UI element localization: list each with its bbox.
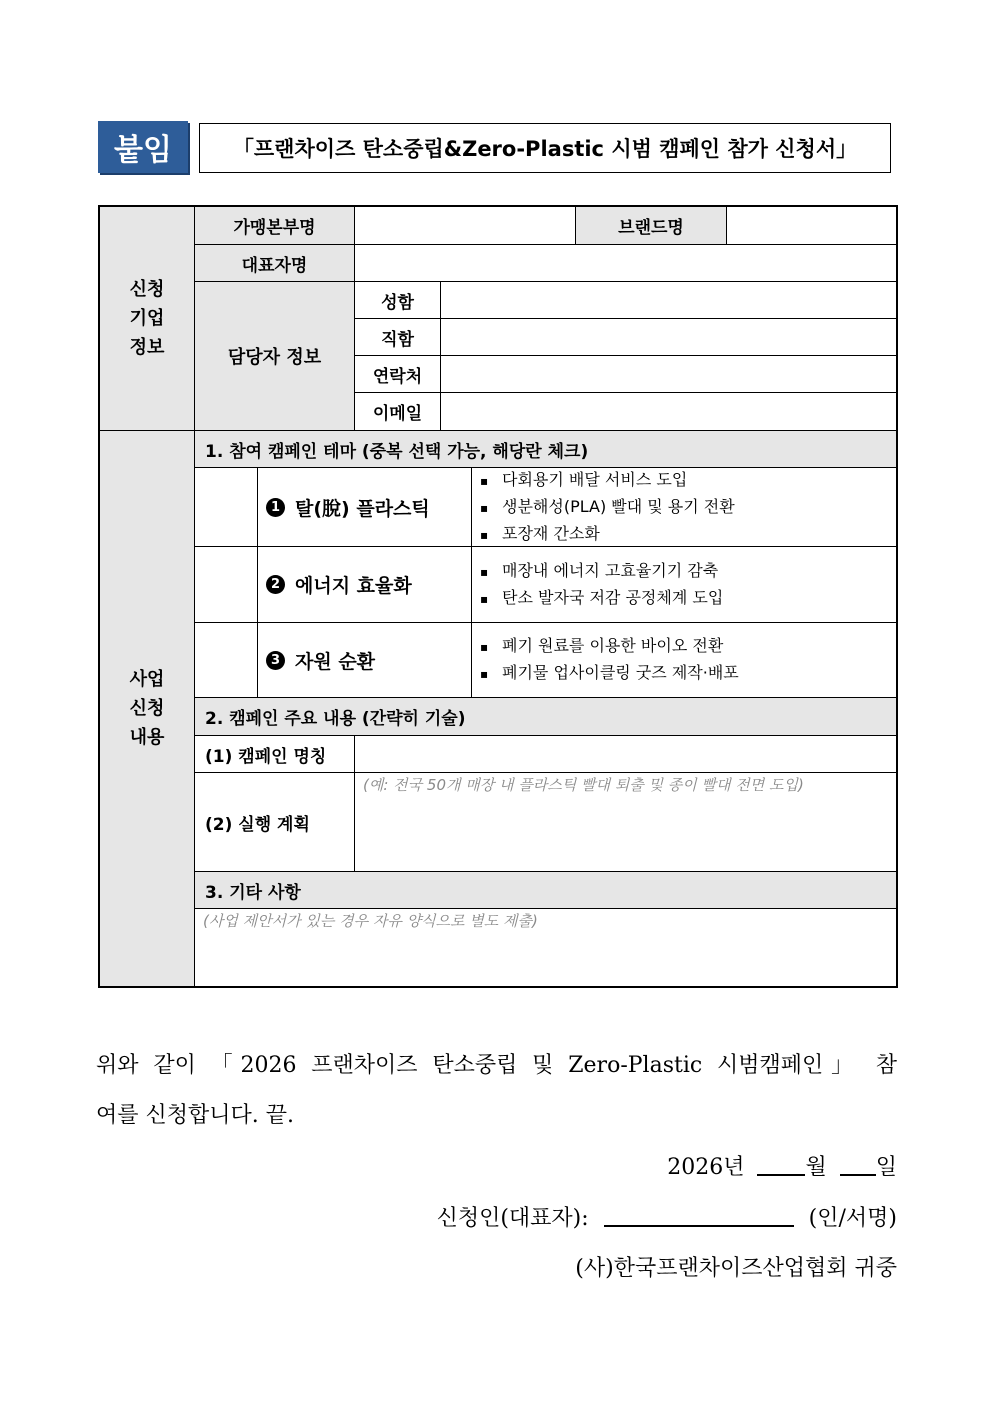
contact-phone-label: 연락처 [355, 356, 441, 393]
business-label-line-3: 내용 [129, 727, 165, 748]
number-2-icon: 2 [266, 575, 285, 594]
business-label-line-1: 사업 [129, 669, 165, 690]
list-item: ▪ 매장내 에너지 고효율기기 감축 [480, 558, 718, 585]
company-label-line-2: 기업 [129, 308, 165, 329]
list-item: ▪ 포장재 간소화 [480, 521, 600, 548]
campaign-name-field[interactable] [355, 736, 896, 773]
theme-3-name: 자원 순환 [295, 650, 376, 673]
theme-1-items [472, 468, 896, 547]
plan-hint: (예: 전국 50개 매장 내 플라스틱 빨대 퇴출 및 종이 빨대 전면 도입) [363, 776, 804, 794]
theme-3-checkbox[interactable] [195, 623, 258, 698]
contact-position-field[interactable] [441, 319, 896, 356]
applicant-signature-blank[interactable] [604, 1203, 794, 1227]
year-text: 2026년 [667, 1155, 745, 1180]
list-item: ▪ 생분해성(PLA) 빨대 및 용기 전환 [480, 494, 735, 521]
seal-label: (인/서명) [808, 1206, 897, 1231]
list-item: ▪ 폐기 원료를 이용한 바이오 전환 [480, 633, 723, 660]
day-blank[interactable] [840, 1152, 876, 1176]
contact-email-field[interactable] [441, 393, 896, 431]
other-field[interactable] [195, 909, 896, 986]
form-title: 「프랜차이즈 탄소중립&Zero-Plastic 시범 캠페인 참가 신청서」 [199, 123, 891, 173]
other-hint: (사업 제안서가 있는 경우 자유 양식으로 별도 제출) [203, 912, 538, 930]
application-form [98, 205, 898, 988]
applicant-line [437, 1201, 897, 1232]
theme-2-checkbox[interactable] [195, 547, 258, 623]
plan-field[interactable] [355, 773, 896, 872]
theme-3-items [472, 623, 896, 698]
closing-line-2: 여를 신청합니다. 끝. [96, 1103, 294, 1128]
theme-2-items [472, 547, 896, 623]
theme-3-title [258, 623, 472, 698]
closing-line-1: 위와 같이 「2026 프랜차이즈 탄소중립 및 Zero-Plastic 시범캠페인」 참 [96, 1053, 897, 1078]
month-text: 월 [805, 1155, 827, 1180]
brand-name-field[interactable] [727, 207, 896, 245]
hq-name-field[interactable] [355, 207, 576, 245]
theme-1-checkbox[interactable] [195, 468, 258, 547]
ceo-name-label: 대표자명 [195, 245, 355, 282]
list-item: ▪ 다회용기 배달 서비스 도입 [480, 467, 687, 494]
other-heading: 3. 기타 사항 [195, 872, 896, 909]
theme-heading: 1. 참여 캠페인 테마 (중복 선택 가능, 해당란 체크) [195, 431, 896, 468]
theme-1-name: 탈(脫) 플라스틱 [295, 497, 430, 520]
theme-1-title [258, 468, 472, 547]
campaign-name-label: (1) 캠페인 명칭 [195, 736, 355, 773]
contact-name-label: 성함 [355, 282, 441, 319]
company-label-line-1: 신청 [129, 279, 165, 300]
content-heading: 2. 캠페인 주요 내용 (간략히 기술) [195, 698, 896, 736]
theme-2-name: 에너지 효율화 [295, 575, 412, 597]
contact-phone-field[interactable] [441, 356, 896, 393]
contact-name-field[interactable] [441, 282, 896, 319]
contact-email-label: 이메일 [355, 393, 441, 431]
day-text: 일 [875, 1155, 897, 1180]
applicant-label: 신청인(대표자): [436, 1206, 589, 1231]
list-item: ▪ 탄소 발자국 저감 공정체계 도입 [480, 585, 723, 612]
business-label-line-2: 신청 [129, 698, 165, 719]
attachment-badge: 붙임 [98, 121, 188, 173]
contact-position-label: 직함 [355, 319, 441, 356]
company-section-label [100, 207, 195, 431]
contact-info-label: 담당자 정보 [195, 282, 355, 431]
date-line [667, 1150, 897, 1181]
recipient-line: (사)한국프랜차이즈산업협회 귀중 [575, 1256, 897, 1281]
company-label-line-3: 정보 [129, 337, 165, 358]
business-section-label [100, 431, 195, 986]
ceo-name-field[interactable] [355, 245, 896, 282]
month-blank[interactable] [757, 1152, 805, 1176]
number-3-icon: 3 [266, 651, 285, 670]
plan-label: (2) 실행 계획 [195, 773, 355, 872]
list-item: ▪ 폐기물 업사이클링 굿즈 제작·배포 [480, 660, 739, 687]
number-1-icon: 1 [266, 498, 285, 517]
theme-2-title [258, 547, 472, 623]
brand-name-label: 브랜드명 [576, 207, 727, 245]
hq-name-label: 가맹본부명 [195, 207, 355, 245]
